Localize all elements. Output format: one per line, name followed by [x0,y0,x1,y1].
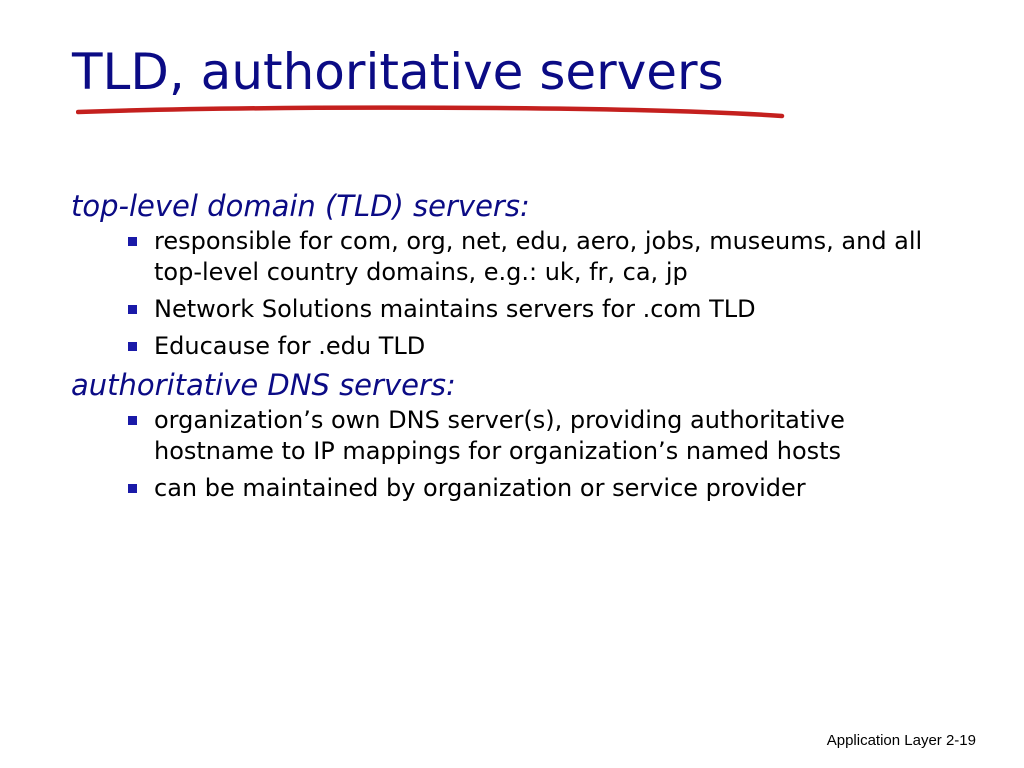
footer-label: Application Layer [826,732,942,749]
slide-content [71,186,971,507]
bullet-item [71,405,954,467]
bullet-item [71,294,954,325]
bullet-text: organization’s own DNS server(s), providing authoritative hostname to IP mappings for organization’s named hosts [154,406,845,465]
bullet-list-authoritative [71,405,971,504]
bullet-list-tld [71,226,971,362]
bullet-text: can be maintained by organization or service provider [154,474,806,502]
square-bullet-icon [128,237,137,246]
slide-footer [827,732,976,749]
square-bullet-icon [128,484,137,493]
slide-title: TLD, authoritative servers [72,43,724,101]
square-bullet-icon [128,416,137,425]
section-heading-tld: top-level domain (TLD) servers: [71,189,530,223]
bullet-text: responsible for com, org, net, edu, aero, jobs, museums, and all top-level country domains, e.g.: uk, fr, ca, jp [154,227,923,286]
bullet-item [71,473,954,504]
footer-page-number: 2-19 [945,732,976,749]
bullet-item [71,331,954,362]
bullet-text: Network Solutions maintains servers for .com TLD [154,295,756,323]
square-bullet-icon [128,305,137,314]
title-underline [76,103,786,125]
section-heading-authoritative: authoritative DNS servers: [71,368,456,402]
square-bullet-icon [128,342,137,351]
bullet-text: Educause for .edu TLD [154,332,426,360]
bullet-item [71,226,954,288]
